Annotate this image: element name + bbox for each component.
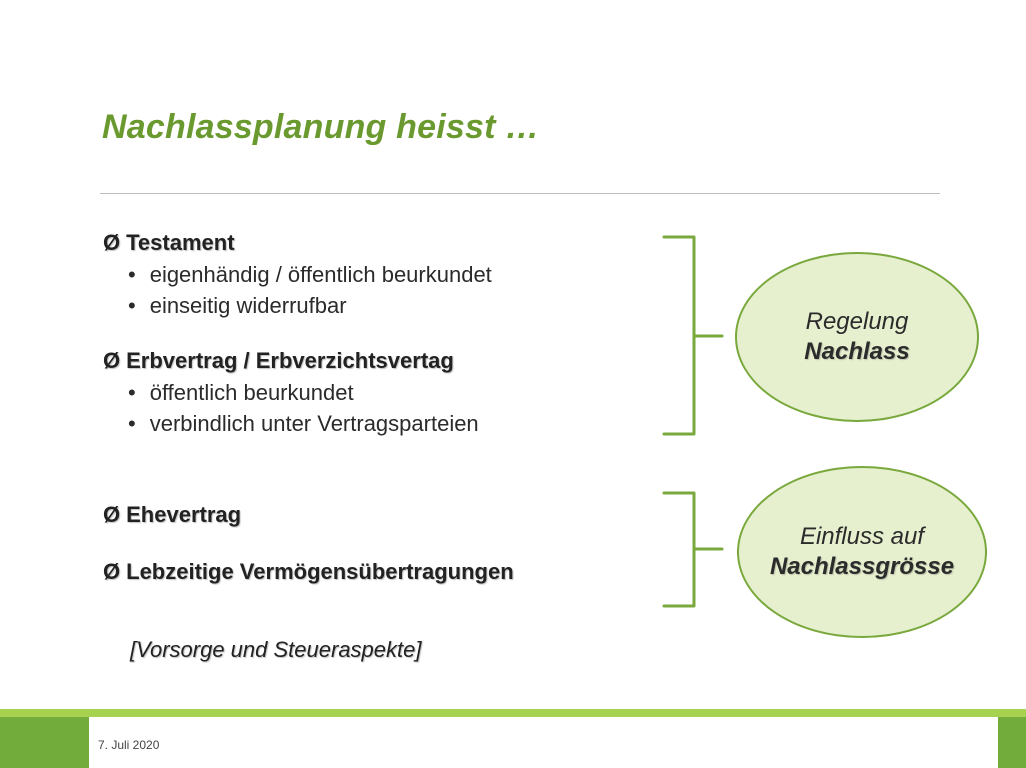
footer-date: 7. Juli 2020: [98, 738, 160, 752]
ellipse-regelung: [735, 252, 979, 422]
list-item: [128, 293, 347, 319]
list-item-label: eigenhändig / öffentlich beurkundet: [149, 262, 492, 287]
heading-lebzeitige: [103, 559, 514, 585]
bullet-dot-icon: •: [128, 380, 136, 405]
footer-box: [89, 717, 998, 768]
list-item: [128, 262, 492, 288]
heading-erbvertrag: [103, 348, 454, 374]
footer-bar-light: [0, 709, 1026, 717]
ellipse-line1: Einfluss auf: [799, 523, 925, 550]
bullet-dot-icon: •: [128, 293, 136, 318]
list-item: [128, 380, 354, 406]
title-divider: [100, 193, 940, 194]
arrow-bullet-icon: Ø: [103, 502, 121, 527]
ellipse-line2: Nachlassgrösse: [769, 553, 955, 580]
arrow-bullet-icon: Ø: [103, 348, 121, 373]
heading-label: Testament: [126, 230, 235, 255]
list-item-label: öffentlich beurkundet: [149, 380, 354, 405]
heading-label: Lebzeitige Vermögensübertragungen: [126, 559, 514, 584]
right-brace-icon: [664, 493, 722, 606]
heading-ehevertrag: [103, 502, 241, 528]
ellipse-einfluss: [737, 466, 987, 638]
ellipse-line1: Regelung: [805, 308, 909, 335]
arrow-bullet-icon: Ø: [103, 230, 121, 255]
heading-label: Erbvertrag / Erbverzichtsvertag: [126, 348, 454, 373]
slide-title: Nachlassplanung heisst …: [102, 108, 540, 146]
ellipse-line2: Nachlass: [804, 338, 910, 365]
list-item-label: verbindlich unter Vertragsparteien: [149, 411, 479, 436]
heading-label: Ehevertrag: [126, 502, 242, 527]
note-text: [Vorsorge und Steueraspekte]: [130, 637, 422, 662]
bullet-dot-icon: •: [128, 262, 136, 287]
list-item-label: einseitig widerrufbar: [149, 293, 347, 318]
bullet-dot-icon: •: [128, 411, 136, 436]
right-brace-icon: [664, 237, 722, 434]
heading-testament: [103, 230, 235, 256]
list-item: [128, 411, 479, 437]
arrow-bullet-icon: Ø: [103, 559, 121, 584]
